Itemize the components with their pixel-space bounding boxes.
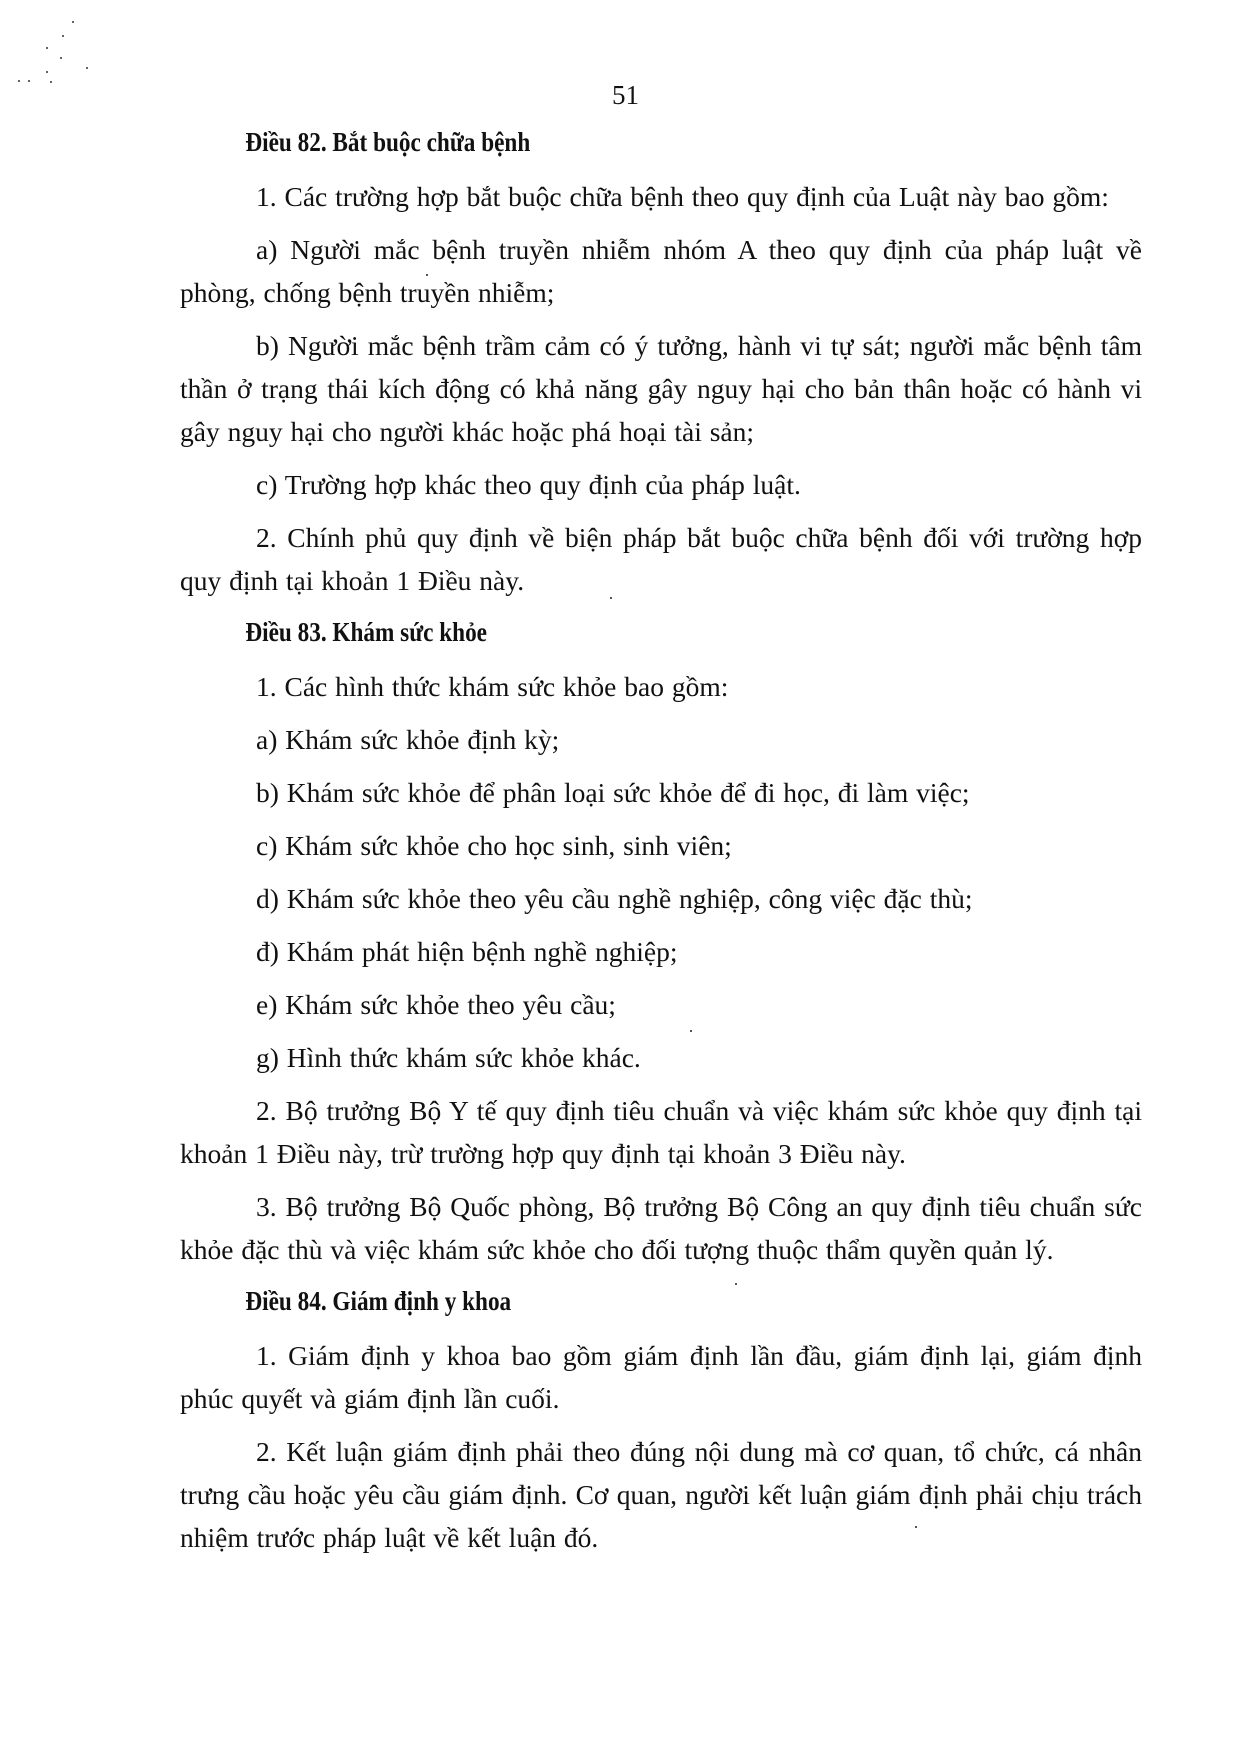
page-number: 51 [612, 80, 639, 110]
article-paragraph: a) Khám sức khỏe định kỳ; [256, 724, 560, 755]
article-paragraph: c) Khám sức khỏe cho học sinh, sinh viên; [256, 830, 732, 861]
article-paragraph: b) Khám sức khỏe để phân loại sức khỏe để đi học, đi làm việc; [256, 777, 970, 808]
speck [62, 35, 64, 37]
scan-specks [10, 15, 120, 95]
article-paragraph: d) Khám sức khỏe theo yêu cầu nghề nghiệp, công việc đặc thù; [256, 883, 973, 914]
speck [72, 21, 74, 23]
article-heading: Điều 84. Giám định y khoa [245, 1286, 512, 1316]
article-paragraph: 1. Các hình thức khám sức khỏe bao gồm: [256, 671, 729, 702]
article-paragraph: 2. Bộ trưởng Bộ Y tế quy định tiêu chuẩn và việc khám sức khỏe quy định tại khoản 1 Điều này, trừ trường hợp quy định tại khoản 3 Điều này. [180, 1095, 1142, 1169]
scan-speck [610, 597, 612, 599]
article-heading: Điều 83. Khám sức khỏe [245, 617, 487, 647]
article-83 [180, 612, 1142, 1271]
article-84 [180, 1281, 1142, 1559]
scan-speck [735, 1283, 737, 1285]
article-paragraph: 1. Giám định y khoa bao gồm giám định lần đầu, giám định lại, giám định phúc quyết và giám định lần cuối. [180, 1340, 1142, 1414]
article-82 [180, 122, 1142, 602]
scan-speck [915, 1526, 917, 1528]
article-paragraph: e) Khám sức khỏe theo yêu cầu; [256, 989, 616, 1020]
scan-speck [690, 1030, 692, 1032]
article-paragraph: 2. Chính phủ quy định về biện pháp bắt buộc chữa bệnh đối với trường hợp quy định tại khoản 1 Điều này. [180, 522, 1142, 596]
speck [28, 80, 30, 82]
scan-speck [426, 274, 428, 276]
article-paragraph: a) Người mắc bệnh truyền nhiễm nhóm A theo quy định của pháp luật về phòng, chống bệnh truyền nhiễm; [180, 234, 1142, 308]
article-paragraph: 3. Bộ trưởng Bộ Quốc phòng, Bộ trưởng Bộ Công an quy định tiêu chuẩn sức khỏe đặc thù và việc khám sức khỏe cho đối tượng thuộc thẩm quyền quản lý. [180, 1191, 1142, 1265]
article-paragraph: c) Trường hợp khác theo quy định của pháp luật. [256, 469, 801, 500]
speck [18, 80, 20, 82]
article-heading: Điều 82. Bắt buộc chữa bệnh [245, 127, 531, 157]
article-paragraph: đ) Khám phát hiện bệnh nghề nghiệp; [256, 936, 678, 967]
article-paragraph: 1. Các trường hợp bắt buộc chữa bệnh theo quy định của Luật này bao gồm: [256, 181, 1109, 212]
article-paragraph: b) Người mắc bệnh trầm cảm có ý tưởng, hành vi tự sát; người mắc bệnh tâm thần ở trạng thái kích động có khả năng gây nguy hại cho bản thân hoặc có hành vi gây nguy hại cho người khác hoặc phá hoại tài sản; [180, 330, 1142, 447]
speck [86, 67, 88, 69]
speck [46, 47, 48, 49]
speck [46, 71, 48, 73]
speck [60, 57, 62, 59]
speck [50, 81, 52, 83]
article-paragraph: 2. Kết luận giám định phải theo đúng nội dung mà cơ quan, tổ chức, cá nhân trưng cầu hoặc yêu cầu giám định. Cơ quan, người kết luận giám định phải chịu trách nhiệm trước pháp luật về kết luận đó. [180, 1436, 1142, 1553]
article-paragraph: g) Hình thức khám sức khỏe khác. [256, 1042, 641, 1073]
document-body [180, 122, 1142, 1569]
